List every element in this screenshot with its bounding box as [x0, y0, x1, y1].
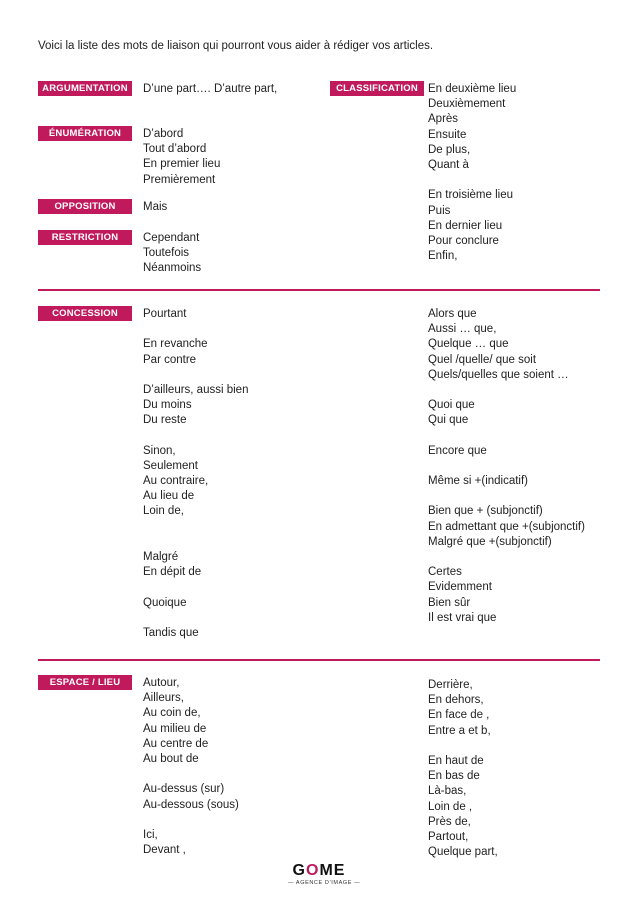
logo-wordmark: GOME [292, 862, 346, 879]
list-item [428, 550, 585, 565]
list-item: Autour, [143, 677, 180, 689]
list-item: Malgré que +(subjonctif) [428, 535, 552, 548]
list-item: Au coin de, [143, 707, 201, 720]
list-item: Premièrement [143, 173, 216, 186]
list-item: Malgré [143, 551, 179, 563]
espace-left-list [143, 676, 239, 858]
gome-logo [288, 862, 361, 887]
intro-text: Voici la liste des mots de liaison qui pourront vous aider à rédiger vos articles. [38, 40, 434, 52]
list-item: Pourtant [143, 308, 187, 320]
list-item: Après [428, 113, 459, 126]
list-item: Sinon, [143, 444, 176, 457]
list-item: D’abord [143, 128, 184, 140]
list-item [428, 739, 498, 754]
list-item: Bien que + (subjonctif) [428, 505, 543, 518]
tag-opposition: OPPOSITION [38, 199, 132, 214]
list-item: Quelque … que [428, 338, 509, 351]
logo-tagline: — AGENCE D’IMAGE — [288, 880, 361, 886]
list-item: Ensuite [428, 128, 467, 141]
tag-enumeration: ÉNUMÉRATION [38, 126, 132, 141]
list-item: Derrière, [428, 679, 473, 691]
argumentation-list [143, 82, 277, 97]
list-item: Au bout de [143, 752, 199, 765]
tag-concession: CONCESSION [38, 306, 132, 321]
list-item: D’une part…. D’autre part, [143, 83, 278, 95]
list-item: Deuxièmement [428, 98, 506, 111]
list-item: Même si +(indicatif) [428, 475, 529, 488]
list-item: Au-dessous (sous) [143, 798, 239, 811]
list-item: D’ailleurs, aussi bien [143, 383, 249, 396]
list-item [428, 173, 516, 188]
list-item: Quelque part, [428, 846, 498, 859]
list-item: En troisième lieu [428, 189, 514, 202]
list-item [143, 535, 248, 550]
list-item: Encore que [428, 444, 487, 457]
restriction-list [143, 231, 201, 277]
list-item [143, 767, 239, 782]
tag-classification: CLASSIFICATION [330, 81, 424, 96]
list-item: Au centre de [143, 737, 209, 750]
list-item: Cependant [143, 232, 200, 244]
list-item [143, 813, 239, 828]
list-item: Au contraire, [143, 475, 209, 488]
list-item: Loin de , [428, 800, 473, 813]
list-item: En dépit de [143, 566, 202, 579]
list-item: Tandis que [143, 626, 199, 639]
list-item: En bas de [428, 770, 480, 783]
list-item: Devant , [143, 844, 186, 857]
list-item: Ici, [143, 828, 158, 841]
list-item: Au lieu de [143, 490, 195, 503]
list-item: En revanche [143, 338, 208, 351]
list-item: Qui que [428, 414, 469, 427]
list-item: Mais [143, 201, 168, 213]
list-item: Quant à [428, 158, 469, 171]
tag-argumentation: ARGUMENTATION [38, 81, 132, 96]
list-item: Loin de, [143, 505, 184, 518]
list-item [143, 429, 248, 444]
list-item: Seulement [143, 459, 198, 472]
list-item [428, 383, 585, 398]
list-item: Aussi … que, [428, 323, 497, 336]
list-item: Bien sûr [428, 596, 471, 609]
list-item [428, 489, 585, 504]
list-item: Quoi que [428, 399, 475, 412]
list-item [428, 429, 585, 444]
list-item [143, 322, 248, 337]
list-item: Du reste [143, 414, 187, 427]
list-item [143, 520, 248, 535]
enumeration-list [143, 127, 220, 188]
list-item: En admettant que +(subjonctif) [428, 520, 585, 533]
list-item: Enfin, [428, 250, 458, 263]
list-item: Pour conclure [428, 234, 499, 247]
list-item: En face de , [428, 709, 490, 722]
list-item: Par contre [143, 353, 197, 366]
tag-restriction: RESTRICTION [38, 230, 132, 245]
espace-right-list [428, 678, 498, 860]
list-item: Près de, [428, 815, 471, 828]
list-item: Puis [428, 204, 451, 217]
section-divider [38, 289, 600, 291]
list-item [143, 368, 248, 383]
list-item: Quel /quelle/ que soit [428, 353, 537, 366]
list-item: En dehors, [428, 694, 484, 707]
list-item: Il est vrai que [428, 611, 497, 624]
list-item: Evidemment [428, 581, 492, 594]
list-item: Toutefois [143, 247, 190, 260]
list-item: Quels/quelles que soient … [428, 368, 569, 381]
list-item: Néanmoins [143, 262, 202, 275]
list-item: En dernier lieu [428, 219, 503, 232]
list-item: Quoique [143, 596, 187, 609]
list-item: Là-bas, [428, 785, 467, 798]
list-item: Tout d’abord [143, 143, 207, 156]
tag-espace-lieu: ESPACE / LIEU [38, 675, 132, 690]
list-item: En premier lieu [143, 158, 221, 171]
list-item: En haut de [428, 754, 484, 767]
list-item: De plus, [428, 143, 471, 156]
list-item: Alors que [428, 308, 477, 320]
list-item: Au milieu de [143, 722, 207, 735]
list-item: En deuxième lieu [428, 83, 517, 95]
section-divider [38, 659, 600, 661]
list-item: Au-dessus (sur) [143, 783, 225, 796]
list-item: Partout, [428, 830, 469, 843]
list-item [428, 459, 585, 474]
list-item: Du moins [143, 399, 192, 412]
concession-right-list [428, 307, 585, 626]
list-item [143, 611, 248, 626]
concession-left-list [143, 307, 248, 641]
list-item: Certes [428, 566, 462, 579]
list-item: Ailleurs, [143, 692, 184, 705]
classification-list [428, 82, 516, 264]
list-item: Entre a et b, [428, 724, 491, 737]
opposition-list [143, 200, 167, 215]
list-item [143, 580, 248, 595]
